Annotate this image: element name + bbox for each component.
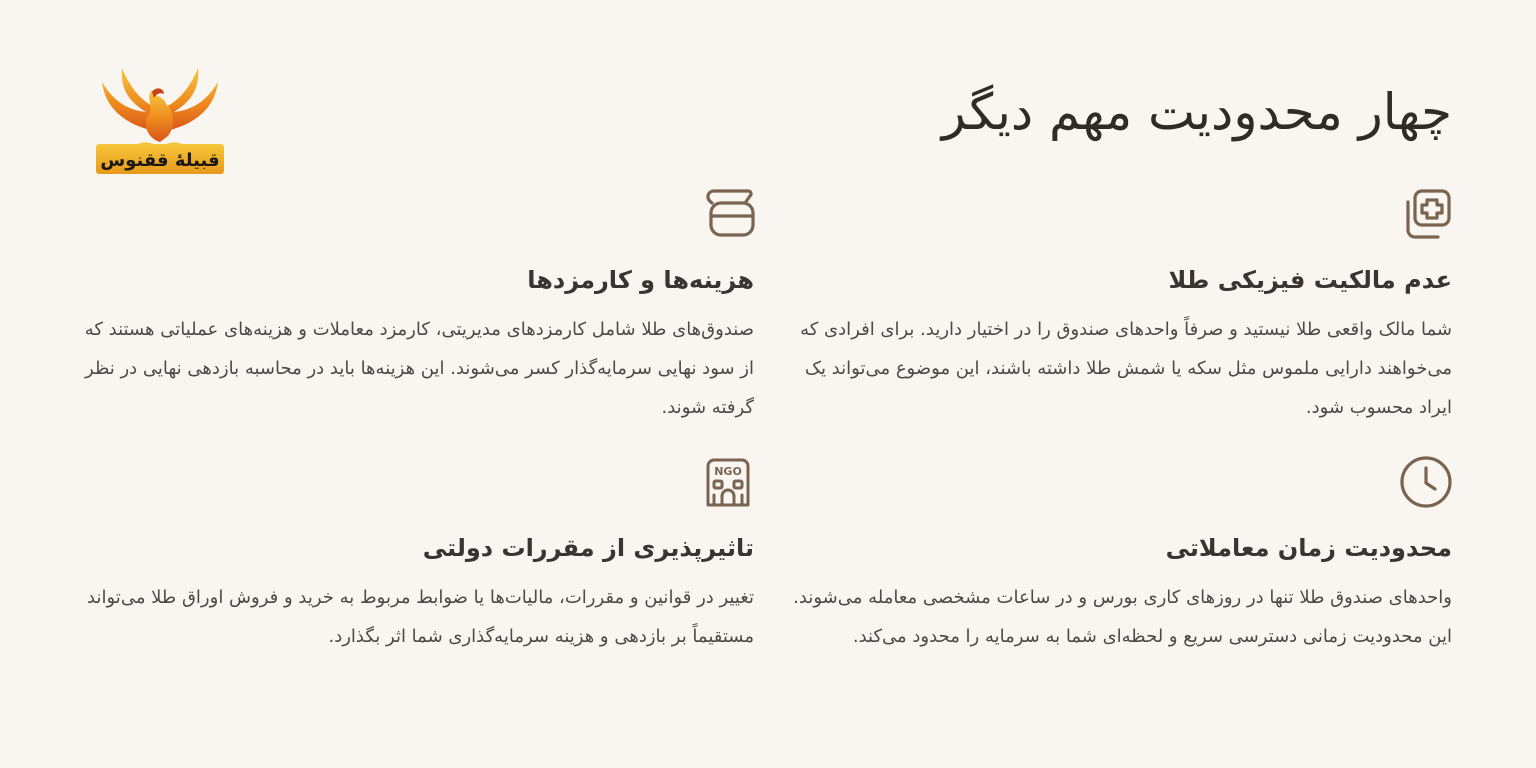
ngo-building-icon [700,454,756,510]
gold-bars-plus-icon [1398,186,1454,242]
card-title: هزینه‌ها و کارمزدها [527,266,754,294]
card-body: صندوق‌های طلا شامل کارمزدهای مدیریتی، کارمزد معاملات و هزینه‌های عملیاتی هستند که از سود نهایی سرمایه‌گذار کسر می‌شوند. این هزینه‌ها باید در محاسبه بازدهی نهایی در نظر گرفته شوند. [84,319,754,418]
card-title: عدم مالکیت فیزیکی طلا [1168,266,1452,294]
page-title: چهار محدودیت مهم دیگر [941,83,1452,141]
card-body: تغییر در قوانین و مقررات، مالیات‌ها یا ضوابط مربوط به خرید و فروش اوراق طلا می‌تواند مستقیماً بر بازدهی و هزینه سرمایه‌گذاری شما اثر بگذارد. [87,587,754,647]
fee-pot-icon [700,186,756,242]
phoenix-tribe-logo [94,62,226,178]
ngo-label: NGO [714,465,742,478]
card-title: تاثیرپذیری از مقررات دولتی [422,534,754,562]
feature-card-regulation [74,454,754,656]
card-body: شما مالک واقعی طلا نیستید و صرفاً واحدهای صندوق را در اختیار دارید. برای افرادی که می‌خواهند دارایی ملموس مثل سکه یا شمش طلا داشته باشند، این موضوع می‌تواند یک ایراد محسوب شود. [800,319,1452,418]
card-title: محدودیت زمان معاملاتی [1165,534,1452,562]
feature-card-fees [74,186,754,427]
clock-icon [1398,454,1454,510]
logo-lettering: قبیلهٔ ققنوس [100,150,220,171]
feature-card-trading-time [792,454,1452,656]
feature-card-ownership [792,186,1452,427]
card-body: واحدهای صندوق طلا تنها در روزهای کاری بورس و در ساعات مشخصی معامله می‌شوند. این محدودیت زمانی دسترسی سریع و لحظه‌ای شما به سرمایه را محدود می‌کند. [793,587,1452,647]
